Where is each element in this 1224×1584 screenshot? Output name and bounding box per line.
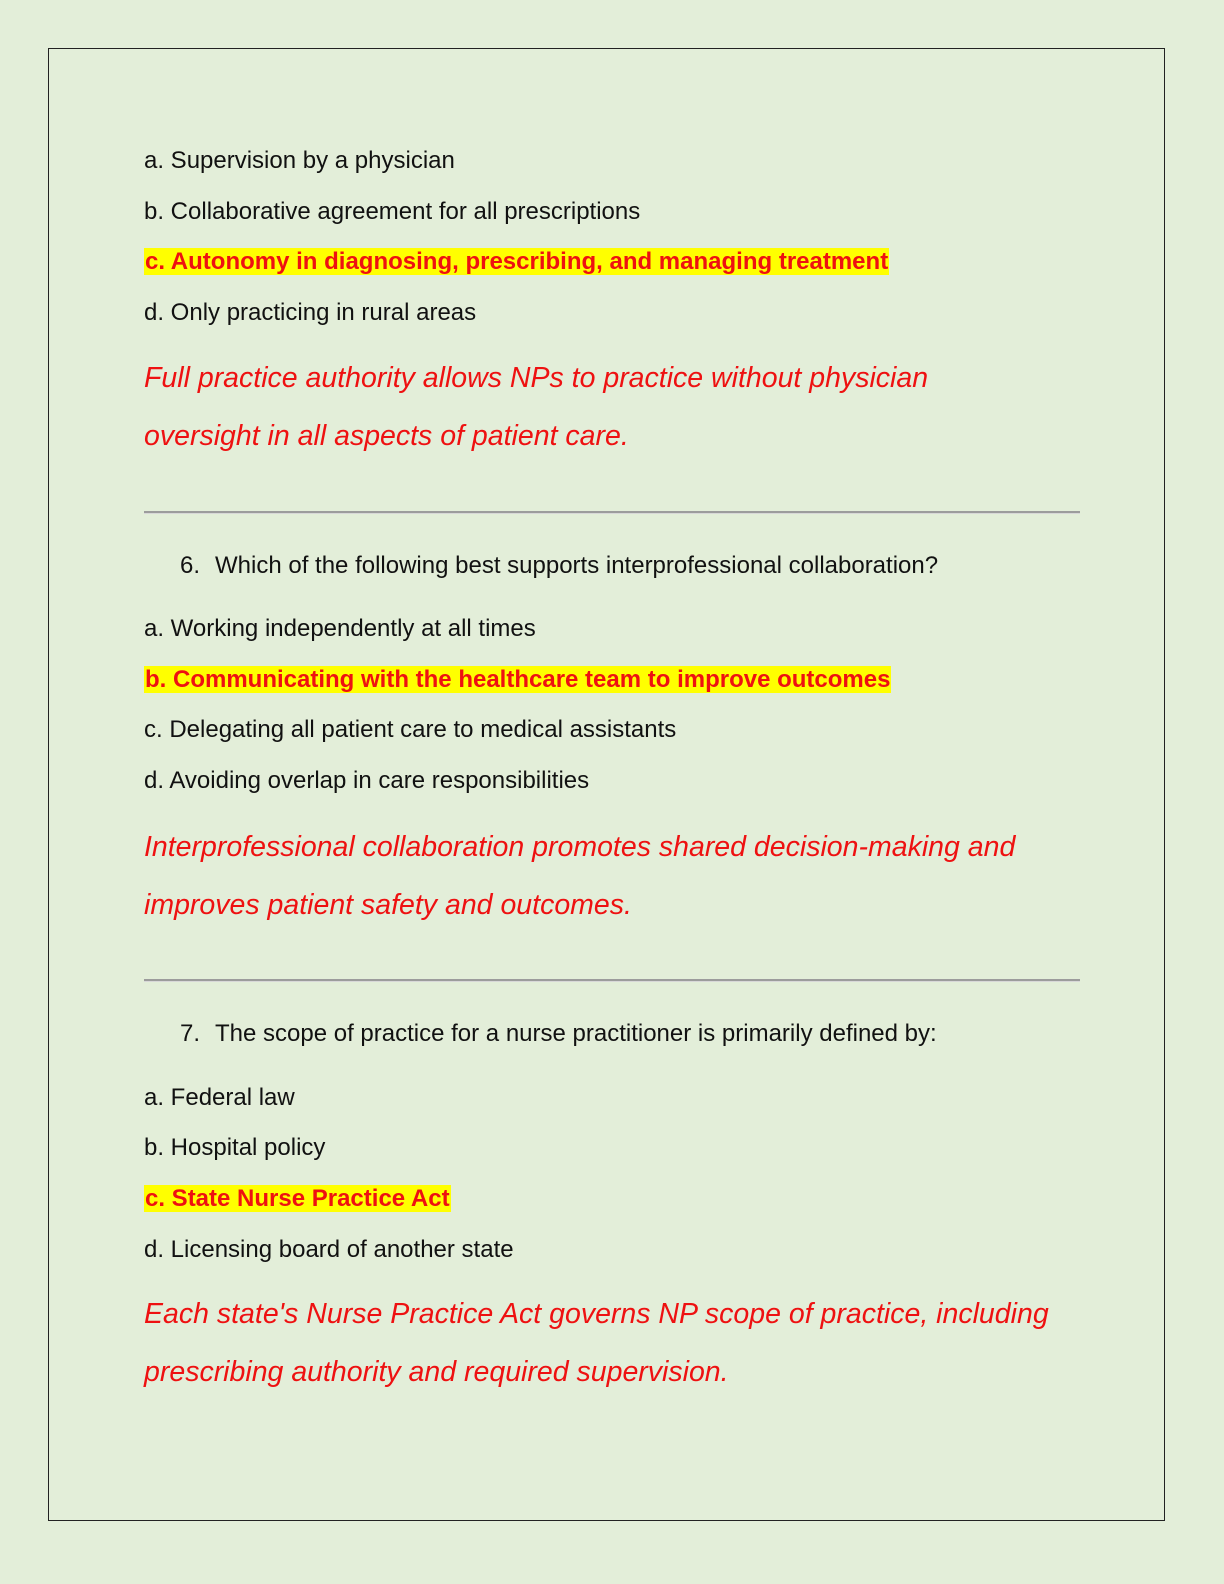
q5-option-d: d. Only practicing in rural areas (144, 299, 477, 326)
q6-number: 6. (180, 552, 201, 579)
q7-option-b: b. Hospital policy (144, 1134, 326, 1161)
q6-question-text: Which of the following best supports interprofessional collaboration? (215, 552, 939, 579)
correct-answer-highlight: b. Communicating with the healthcare team to improve outcomes (145, 666, 891, 693)
q7-rationale-line-1: Each state's Nurse Practice Act governs NP scope of practice, including (144, 1298, 1049, 1330)
section-divider (144, 979, 1080, 982)
correct-answer-highlight: c. Autonomy in diagnosing, prescribing, and managing treatment (145, 248, 889, 275)
q7-number: 7. (180, 1020, 201, 1047)
section-divider (144, 511, 1080, 514)
q7-option-c-correct (144, 1184, 451, 1214)
q5-rationale-line-1: Full practice authority allows NPs to practice without physician (144, 362, 929, 394)
q7-rationale-line-2: prescribing authority and required supervision. (144, 1356, 729, 1388)
q5-option-a: a. Supervision by a physician (144, 147, 455, 174)
q7-option-a: a. Federal law (144, 1084, 295, 1111)
q7-question-text: The scope of practice for a nurse practitioner is primarily defined by: (215, 1020, 937, 1047)
q6-option-c: c. Delegating all patient care to medical assistants (144, 716, 677, 743)
correct-answer-highlight: c. State Nurse Practice Act (145, 1185, 450, 1212)
q6-option-b-correct (144, 665, 891, 695)
q5-option-c-correct (144, 247, 889, 277)
q7-question (180, 1019, 937, 1049)
q6-option-a: a. Working independently at all times (144, 615, 536, 642)
q6-rationale-line-1: Interprofessional collaboration promotes shared decision-making and (144, 831, 1016, 863)
q6-rationale-line-2: improves patient safety and outcomes. (144, 889, 632, 921)
q7-option-d: d. Licensing board of another state (144, 1236, 514, 1263)
q5-rationale-line-2: oversight in all aspects of patient care. (144, 420, 629, 452)
q6-option-d: d. Avoiding overlap in care responsibilities (144, 767, 590, 794)
q5-option-b: b. Collaborative agreement for all prescriptions (144, 198, 641, 225)
q6-question (180, 551, 938, 581)
